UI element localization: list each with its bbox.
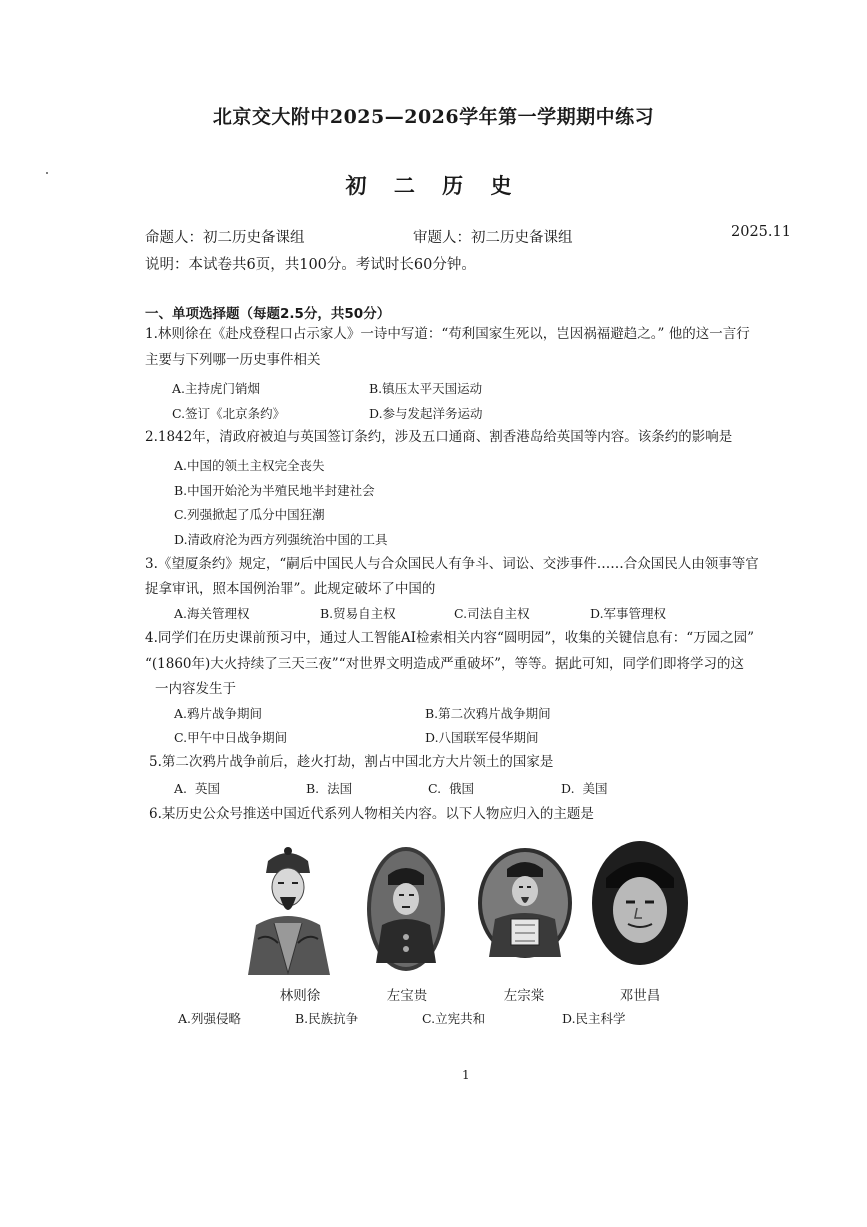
exam-date: 2025.11 — [731, 224, 791, 240]
question-6-option-c: C.立宪共和 — [422, 1011, 486, 1026]
question-3-stem-line-2: 捉拿审讯，照本国例治罪”。此规定破坏了中国的 — [145, 581, 436, 597]
page-number: 1 — [462, 1068, 470, 1082]
question-2-stem: 2.1842年，清政府被迫与英国签订条约，涉及五口通商、割香港岛给英国等内容。该条约的影响是 — [145, 429, 733, 445]
question-4-option-d: D.八国联军侵华期间 — [425, 730, 539, 745]
question-4-option-c: C.甲午中日战争期间 — [174, 730, 288, 745]
portrait-name-2: 左宝贵 — [386, 988, 428, 1004]
question-2-option-b: B.中国开始沦为半殖民地半封建社会 — [174, 483, 375, 498]
question-4-stem-line-2: “(1860年)大火持续了三天三夜”“对世界文明造成严重破坏”，等等。据此可知，同学们即将学习的这 — [145, 656, 744, 672]
question-1-option-a: A.主持虎门销烟 — [172, 381, 261, 396]
portrait-zuo-zongtang — [477, 847, 573, 959]
exam-title: 北京交大附中2025—2026学年第一学期期中练习 — [212, 106, 655, 128]
exam-author: 命题人：初二历史备课组 — [145, 230, 305, 246]
exam-reviewer: 审题人：初二历史备课组 — [413, 230, 573, 246]
question-1-stem-line-2: 主要与下列哪一历史事件相关 — [145, 352, 321, 368]
question-4-stem-line-1: 4.同学们在历史课前预习中，通过人工智能AI检索相关内容“圆明园”，收集的关键信息有：“万园之园” — [145, 630, 755, 646]
question-3-option-b: B.贸易自主权 — [320, 606, 396, 621]
portrait-lin-zexu — [238, 843, 338, 975]
portrait-name-3: 左宗棠 — [503, 988, 545, 1004]
section-heading: 一、单项选择题（每题2.5分，共50分） — [145, 306, 391, 322]
portrait-deng-shichang — [590, 838, 690, 968]
exam-note: 说明：本试卷共6页，共100分。考试时长60分钟。 — [145, 257, 476, 273]
question-1-option-d: D.参与发起洋务运动 — [369, 406, 483, 421]
question-1-option-b: B.镇压太平天国运动 — [369, 381, 483, 396]
exam-subject: 初 二 历 史 — [345, 173, 522, 198]
question-4-option-b: B.第二次鸦片战争期间 — [425, 706, 551, 721]
question-1-stem-line-1: 1.林则徐在《赴戍登程口占示家人》一诗中写道：“苟利国家生死以，岂因祸福避趋之。” 他的这一言行 — [145, 326, 750, 342]
question-2-option-a: A.中国的领土主权完全丧失 — [174, 458, 325, 473]
question-4-stem-line-3: 一内容发生于 — [155, 681, 236, 697]
question-3-option-c: C.司法自主权 — [454, 606, 530, 621]
question-6-option-d: D.民主科学 — [562, 1011, 626, 1026]
question-2-option-d: D.清政府沦为西方列强统治中国的工具 — [174, 532, 388, 547]
question-1-option-c: C.签订《北京条约》 — [172, 406, 286, 421]
question-5-option-d: D. 美国 — [561, 781, 608, 796]
question-6-option-a: A.列强侵略 — [178, 1011, 242, 1026]
question-3-stem-line-1: 3.《望厦条约》规定，“嗣后中国民人与合众国民人有争斗、词讼、交涉事件……合众国民人由领事等官 — [145, 556, 759, 572]
question-5-stem: 5.第二次鸦片战争前后，趁火打劫，割占中国北方大片领土的国家是 — [149, 754, 554, 770]
portrait-name-4: 邓世昌 — [619, 988, 661, 1004]
portrait-zuo-baogui — [366, 845, 446, 973]
question-6-option-b: B.民族抗争 — [295, 1011, 359, 1026]
question-5-option-c: C. 俄国 — [428, 781, 475, 796]
portrait-name-1: 林则徐 — [279, 988, 321, 1004]
question-3-option-a: A.海关管理权 — [174, 606, 250, 621]
question-2-option-c: C.列强掀起了瓜分中国狂潮 — [174, 507, 325, 522]
question-5-option-b: B. 法国 — [306, 781, 353, 796]
question-6-stem: 6.某历史公众号推送中国近代系列人物相关内容。以下人物应归入的主题是 — [149, 806, 594, 822]
question-4-option-a: A.鸦片战争期间 — [174, 706, 263, 721]
question-5-option-a: A. 英国 — [174, 781, 220, 796]
question-3-option-d: D.军事管理权 — [590, 606, 667, 621]
